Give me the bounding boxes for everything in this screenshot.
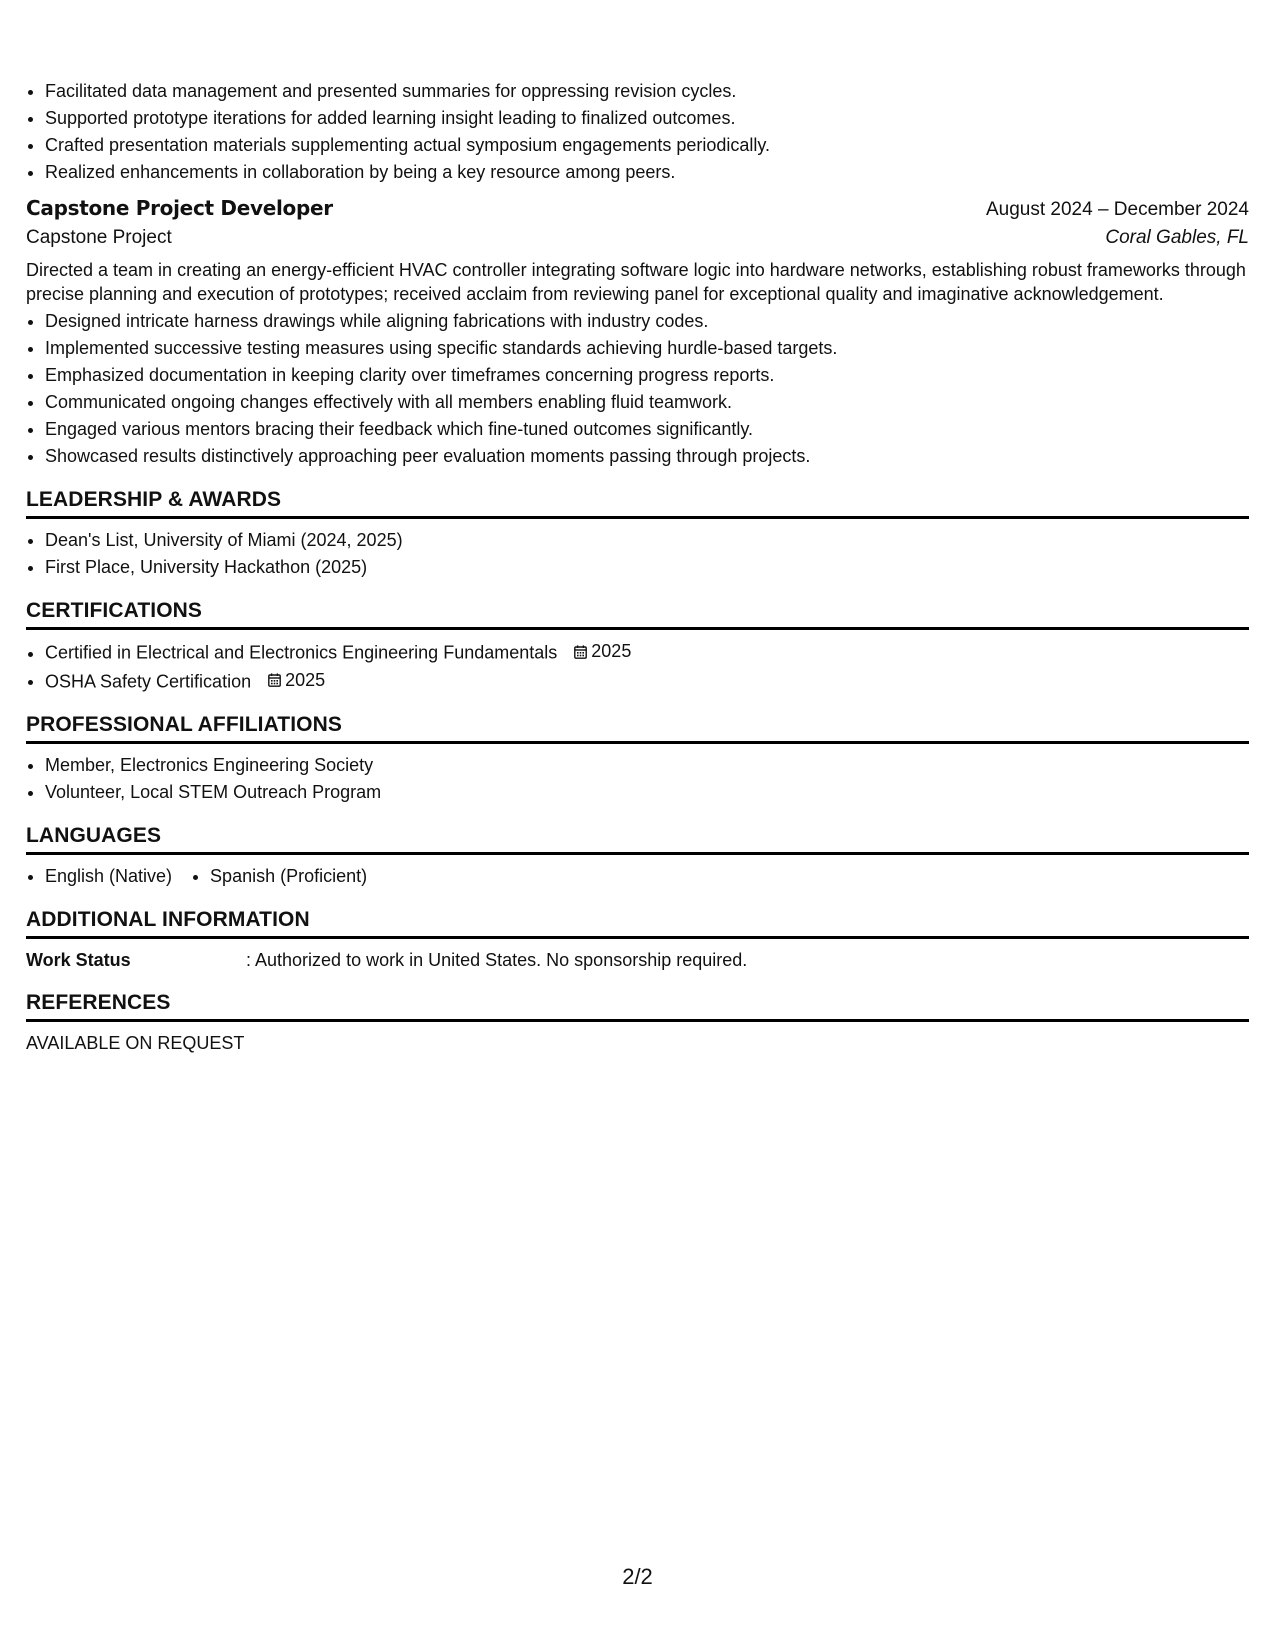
cert-year [268,667,325,694]
job-subheader [26,227,1249,249]
references-section [26,991,1249,1056]
references-text: AVAILABLE ON REQUEST [26,1033,245,1053]
additional-info-section [26,908,1249,973]
cert-year-text: 2025 [591,641,632,661]
affiliations-list [26,752,1249,806]
leadership-section [26,488,1249,581]
list-item: • English (Native) [45,863,172,890]
section-title: CERTIFICATIONS [26,599,1249,630]
cert-name: Certified in Electrical and Electronics Engineering Fundamentals [45,642,558,663]
job-header [26,196,1249,221]
list-item: • Volunteer, Local STEM Outreach Program [45,779,1249,806]
list-item: • Designed intricate harness drawings while aligning fabrications with industry codes. [45,308,1249,335]
previous-job-bullets [26,78,1249,186]
certifications-section [26,599,1249,695]
list-item: • Communicated ongoing changes effectively with all members enabling fluid teamwork. [45,389,1249,416]
work-status-row [26,947,1249,973]
job-organization: Capstone Project [26,227,172,248]
list-item [45,667,1249,696]
list-item: • Implemented successive testing measures using specific standards achieving hurdle-based targets. [45,335,1249,362]
capstone-entry [26,196,1249,470]
list-item: • Emphasized documentation in keeping clarity over timeframes concerning progress reports. [45,362,1249,389]
page-number: 2/2 [622,1564,653,1589]
languages-list [26,863,1249,890]
section-title: LEADERSHIP & AWARDS [26,488,1249,519]
list-item: • Member, Electronics Engineering Society [45,752,1249,779]
section-title: ADDITIONAL INFORMATION [26,908,1249,939]
certifications-list [26,638,1249,695]
job-dates: August 2024 – December 2024 [985,199,1249,220]
job-description: Directed a team in creating an energy-efficient HVAC controller integrating software logic into hardware networks, establishing robust frameworks through precise planning and execution of prototypes; received acclaim from reviewing panel for exceptional quality and imaginative acknowledgement. [26,260,1246,304]
list-item: • First Place, University Hackathon (2025) [45,554,1249,581]
capstone-bullets [26,308,1249,470]
calendar-icon [574,645,587,659]
cert-year [574,638,631,665]
leadership-list [26,527,1249,581]
section-title: REFERENCES [26,991,1249,1022]
list-item: • Showcased results distinctively approaching peer evaluation moments passing through projects. [45,443,1249,470]
list-item: • Realized enhancements in collaboration by being a key resource among peers. [45,159,1249,186]
languages-section [26,824,1249,890]
affiliations-section [26,713,1249,806]
cert-name: OSHA Safety Certification [45,671,252,691]
list-item: • Dean's List, University of Miami (2024, 2025) [45,527,1249,554]
job-location: Coral Gables, FL [1105,227,1249,248]
list-item: • Supported prototype iterations for added learning insight leading to finalized outcomes. [45,105,1249,132]
work-status-label: Work Status [26,950,131,970]
list-item: • Crafted presentation materials supplementing actual symposium engagements periodically. [45,132,1249,159]
resume-page [26,78,1249,1056]
list-item: • Facilitated data management and presented summaries for oppressing revision cycles. [45,78,1249,105]
calendar-icon [268,673,281,687]
list-item [45,638,1249,667]
list-item: • Spanish (Proficient) [210,863,367,890]
work-status-value: : Authorized to work in United States. No sponsorship required. [246,950,748,970]
job-title: Capstone Project Developer [26,196,333,220]
list-item: • Engaged various mentors bracing their feedback which fine-tuned outcomes significantly. [45,416,1249,443]
cert-year-text: 2025 [285,669,326,690]
section-title: LANGUAGES [26,824,1249,855]
section-title: PROFESSIONAL AFFILIATIONS [26,713,1249,744]
